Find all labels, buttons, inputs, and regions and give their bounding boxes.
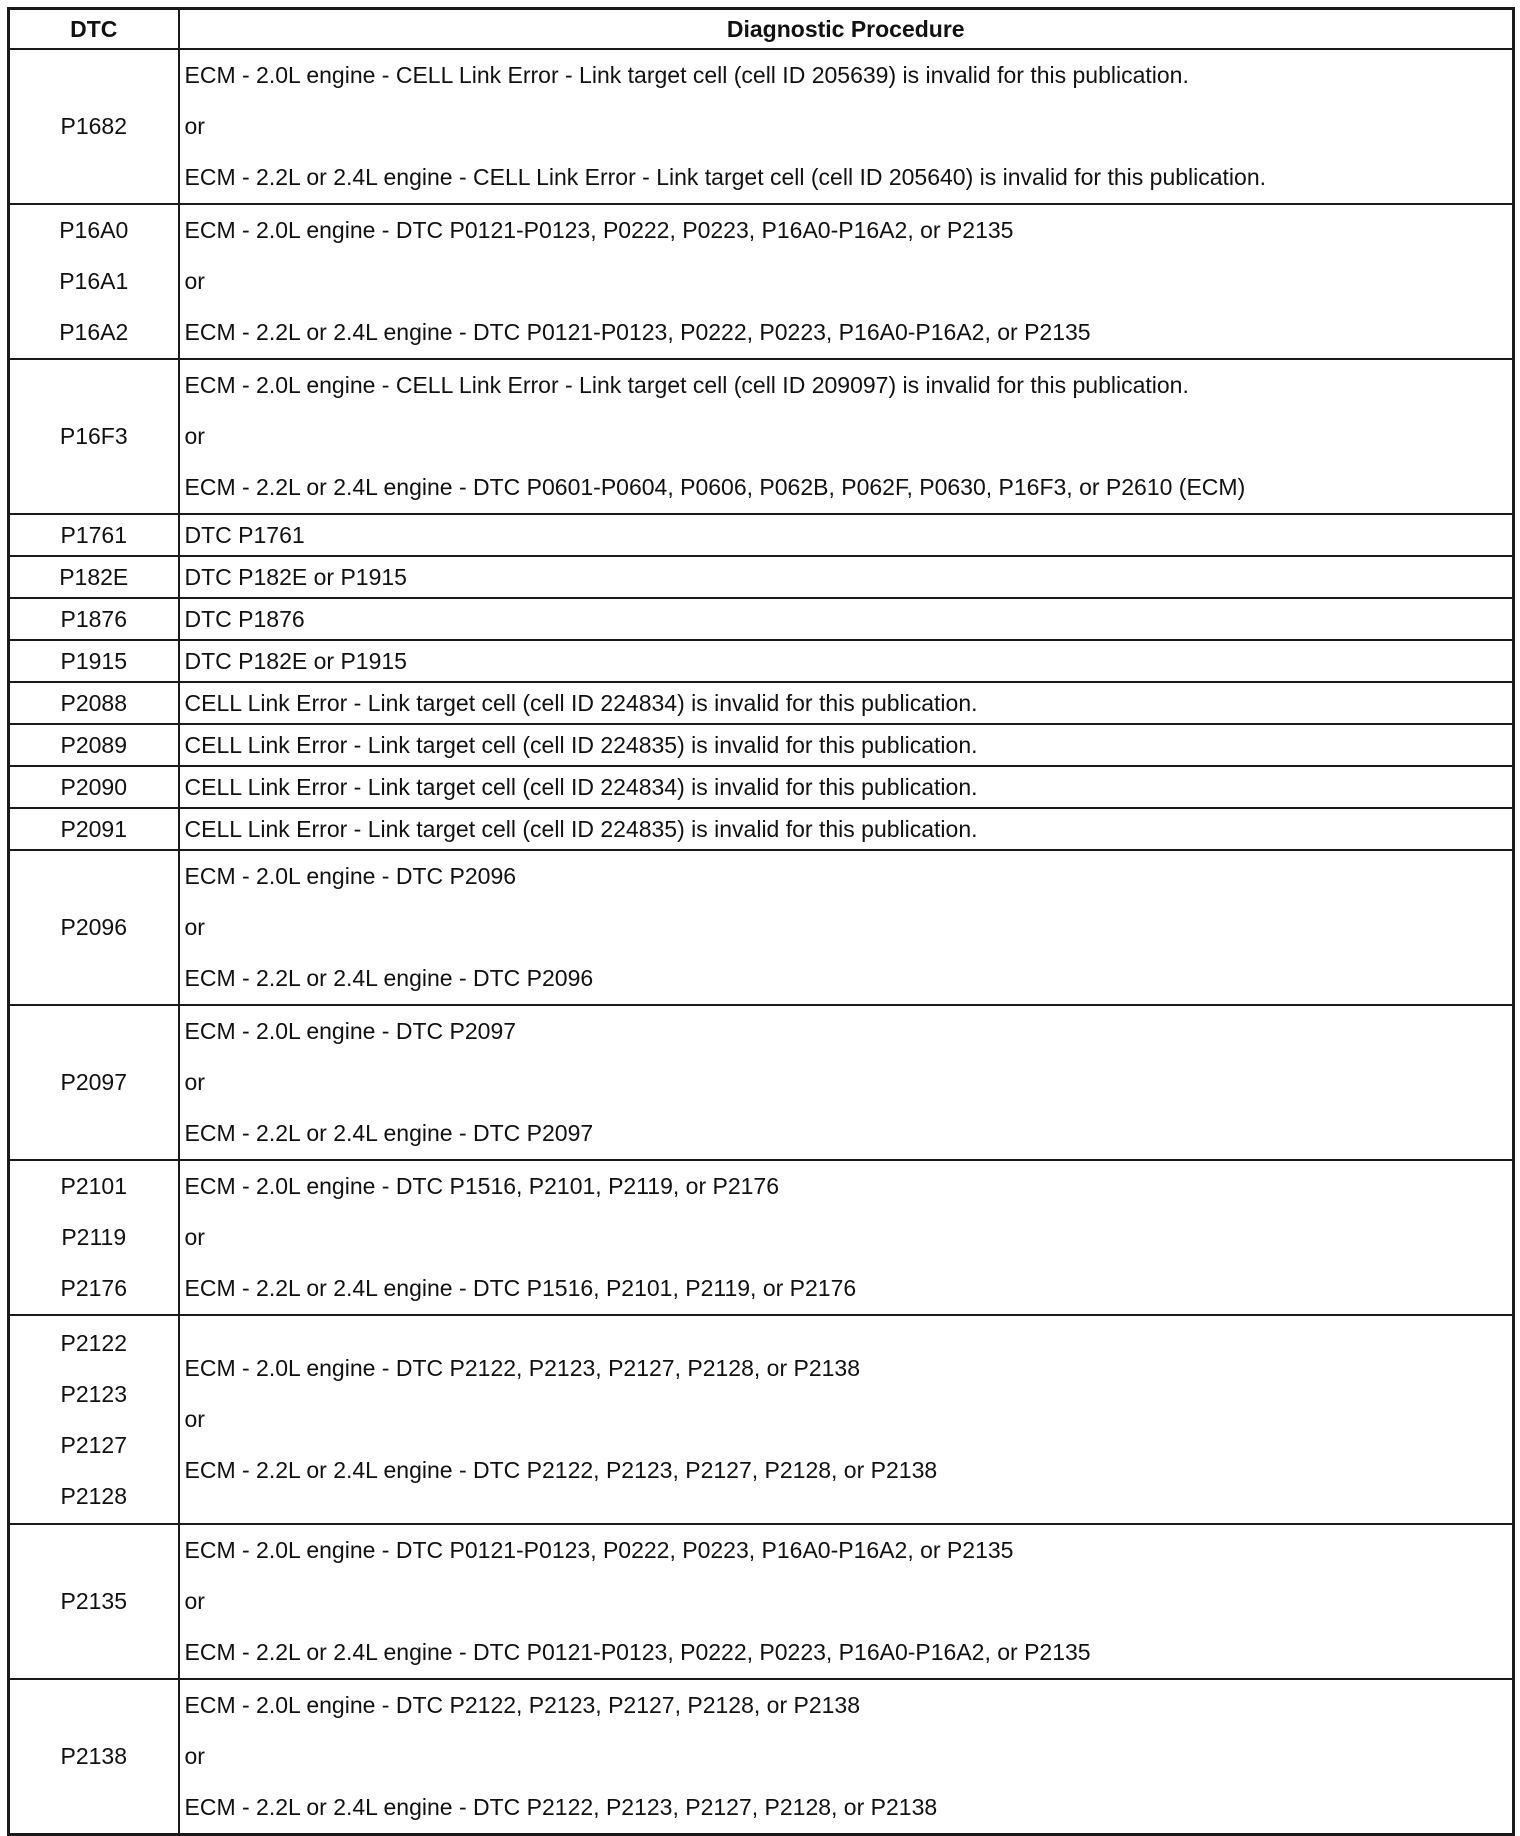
dtc-code-cell xyxy=(9,49,179,204)
table-row xyxy=(9,359,1514,514)
procedure-or-separator: or xyxy=(184,423,205,449)
table-row xyxy=(9,598,1514,640)
dtc-code: P2135 xyxy=(60,1588,127,1614)
procedure-line: ECM - 2.0L engine - DTC P1516, P2101, P2119, or P2176 xyxy=(184,1173,780,1199)
dtc-code-cell xyxy=(9,724,179,766)
procedure-line: ECM - 2.2L or 2.4L engine - DTC P2097 xyxy=(184,1120,594,1146)
dtc-code: P2122 xyxy=(60,1329,127,1356)
dtc-code: P2119 xyxy=(61,1224,127,1250)
procedure-cell xyxy=(179,640,1514,682)
dtc-code-cell xyxy=(9,808,179,850)
procedure-cell xyxy=(179,514,1514,556)
procedure-column-header: Diagnostic Procedure xyxy=(179,9,1514,50)
dtc-code-cell xyxy=(9,850,179,1005)
table-row xyxy=(9,204,1514,359)
table-row xyxy=(9,808,1514,850)
procedure-line: DTC P1876 xyxy=(184,605,305,632)
dtc-code: P2091 xyxy=(60,815,127,842)
procedure-or-separator: or xyxy=(184,914,205,940)
dtc-code: P2123 xyxy=(60,1380,127,1407)
dtc-code-cell xyxy=(9,514,179,556)
dtc-code-cell xyxy=(9,1679,179,1835)
procedure-cell xyxy=(179,1679,1514,1835)
procedure-line: ECM - 2.0L engine - DTC P2122, P2123, P2127, P2128, or P2138 xyxy=(184,1692,861,1718)
dtc-code: P2101 xyxy=(60,1173,127,1199)
procedure-cell xyxy=(179,556,1514,598)
procedure-cell xyxy=(179,598,1514,640)
table-row xyxy=(9,1005,1514,1160)
procedure-cell xyxy=(179,204,1514,359)
table-row xyxy=(9,1679,1514,1835)
dtc-code-cell xyxy=(9,1524,179,1679)
dtc-code-cell xyxy=(9,359,179,514)
procedure-line: ECM - 2.2L or 2.4L engine - DTC P0601-P0604, P0606, P062B, P062F, P0630, P16F3, or P2610 (ECM) xyxy=(184,474,1246,500)
dtc-code: P2128 xyxy=(60,1482,127,1509)
procedure-line: ECM - 2.2L or 2.4L engine - DTC P2122, P2123, P2127, P2128, or P2138 xyxy=(184,1457,938,1483)
table-row xyxy=(9,556,1514,598)
procedure-line: ECM - 2.2L or 2.4L engine - DTC P2122, P2123, P2127, P2128, or P2138 xyxy=(184,1794,938,1820)
header-row xyxy=(9,9,1514,50)
procedure-line: ECM - 2.2L or 2.4L engine - CELL Link Error - Link target cell (cell ID 205640) is invalid for this publication. xyxy=(184,164,1267,190)
table-row xyxy=(9,640,1514,682)
procedure-or-separator: or xyxy=(184,1224,205,1250)
table-row xyxy=(9,1315,1514,1524)
dtc-code: P16F3 xyxy=(59,423,128,449)
dtc-code-cell xyxy=(9,766,179,808)
procedure-or-separator: or xyxy=(184,268,205,294)
dtc-code: P2138 xyxy=(60,1743,127,1769)
procedure-line: ECM - 2.2L or 2.4L engine - DTC P0121-P0123, P0222, P0223, P16A0-P16A2, or P2135 xyxy=(184,319,1091,345)
procedure-cell xyxy=(179,1315,1514,1524)
dtc-code: P1915 xyxy=(60,647,127,674)
procedure-line: CELL Link Error - Link target cell (cell ID 224834) is invalid for this publication. xyxy=(184,773,978,800)
procedure-or-separator: or xyxy=(184,113,205,139)
procedure-line: ECM - 2.0L engine - DTC P0121-P0123, P0222, P0223, P16A0-P16A2, or P2135 xyxy=(184,1537,1014,1563)
dtc-code-cell xyxy=(9,204,179,359)
dtc-code-cell xyxy=(9,1315,179,1524)
dtc-column-header: DTC xyxy=(9,9,179,50)
procedure-line: CELL Link Error - Link target cell (cell ID 224835) is invalid for this publication. xyxy=(184,815,978,842)
procedure-cell xyxy=(179,1160,1514,1315)
procedure-line: DTC P182E or P1915 xyxy=(184,563,407,590)
table-row xyxy=(9,766,1514,808)
procedure-cell xyxy=(179,359,1514,514)
procedure-line: ECM - 2.0L engine - DTC P2097 xyxy=(184,1018,517,1044)
procedure-line: ECM - 2.2L or 2.4L engine - DTC P2096 xyxy=(184,965,594,991)
procedure-cell xyxy=(179,1005,1514,1160)
dtc-code: P1761 xyxy=(60,521,127,548)
dtc-code: P182E xyxy=(59,563,129,590)
table-row xyxy=(9,1524,1514,1679)
procedure-line: CELL Link Error - Link target cell (cell ID 224835) is invalid for this publication. xyxy=(184,731,978,758)
table-row xyxy=(9,850,1514,1005)
procedure-or-separator: or xyxy=(184,1069,205,1095)
procedure-line: ECM - 2.2L or 2.4L engine - DTC P0121-P0123, P0222, P0223, P16A0-P16A2, or P2135 xyxy=(184,1639,1091,1665)
dtc-code: P1682 xyxy=(60,113,127,139)
procedure-cell xyxy=(179,850,1514,1005)
procedure-line: CELL Link Error - Link target cell (cell ID 224834) is invalid for this publication. xyxy=(184,689,978,716)
procedure-line: DTC P182E or P1915 xyxy=(184,647,407,674)
table-row xyxy=(9,514,1514,556)
dtc-code: P2127 xyxy=(60,1431,127,1458)
dtc-code-cell xyxy=(9,1005,179,1160)
table-row xyxy=(9,1160,1514,1315)
procedure-or-separator: or xyxy=(184,1406,205,1432)
dtc-code-cell xyxy=(9,682,179,724)
dtc-code-cell xyxy=(9,640,179,682)
procedure-or-separator: or xyxy=(184,1588,205,1614)
dtc-code: P2088 xyxy=(60,689,127,716)
dtc-code: P16A1 xyxy=(59,268,129,294)
procedure-cell xyxy=(179,1524,1514,1679)
table-row xyxy=(9,724,1514,766)
dtc-code-cell xyxy=(9,598,179,640)
procedure-line: DTC P1761 xyxy=(184,521,305,548)
procedure-line: ECM - 2.0L engine - DTC P2096 xyxy=(184,863,517,889)
dtc-code: P2089 xyxy=(60,731,127,758)
procedure-or-separator: or xyxy=(184,1743,205,1769)
procedure-line: ECM - 2.0L engine - DTC P0121-P0123, P0222, P0223, P16A0-P16A2, or P2135 xyxy=(184,217,1014,243)
table-row xyxy=(9,682,1514,724)
dtc-code: P16A0 xyxy=(59,217,129,243)
dtc-code: P2090 xyxy=(60,773,127,800)
dtc-code: P16A2 xyxy=(59,319,129,345)
procedure-cell xyxy=(179,766,1514,808)
dtc-table xyxy=(7,7,1515,1836)
procedure-line: ECM - 2.0L engine - CELL Link Error - Link target cell (cell ID 205639) is invalid for this publication. xyxy=(184,62,1189,88)
procedure-cell xyxy=(179,682,1514,724)
dtc-code: P2176 xyxy=(60,1275,127,1301)
procedure-cell xyxy=(179,724,1514,766)
dtc-code: P2097 xyxy=(60,1069,127,1095)
table-row xyxy=(9,49,1514,204)
procedure-line: ECM - 2.0L engine - CELL Link Error - Link target cell (cell ID 209097) is invalid for this publication. xyxy=(184,372,1189,398)
dtc-code-cell xyxy=(9,1160,179,1315)
dtc-code-cell xyxy=(9,556,179,598)
procedure-cell xyxy=(179,49,1514,204)
table-body xyxy=(9,49,1514,1835)
procedure-cell xyxy=(179,808,1514,850)
procedure-line: ECM - 2.0L engine - DTC P2122, P2123, P2127, P2128, or P2138 xyxy=(184,1355,861,1381)
dtc-code: P2096 xyxy=(60,914,127,940)
dtc-code: P1876 xyxy=(60,605,127,632)
procedure-line: ECM - 2.2L or 2.4L engine - DTC P1516, P2101, P2119, or P2176 xyxy=(184,1275,857,1301)
